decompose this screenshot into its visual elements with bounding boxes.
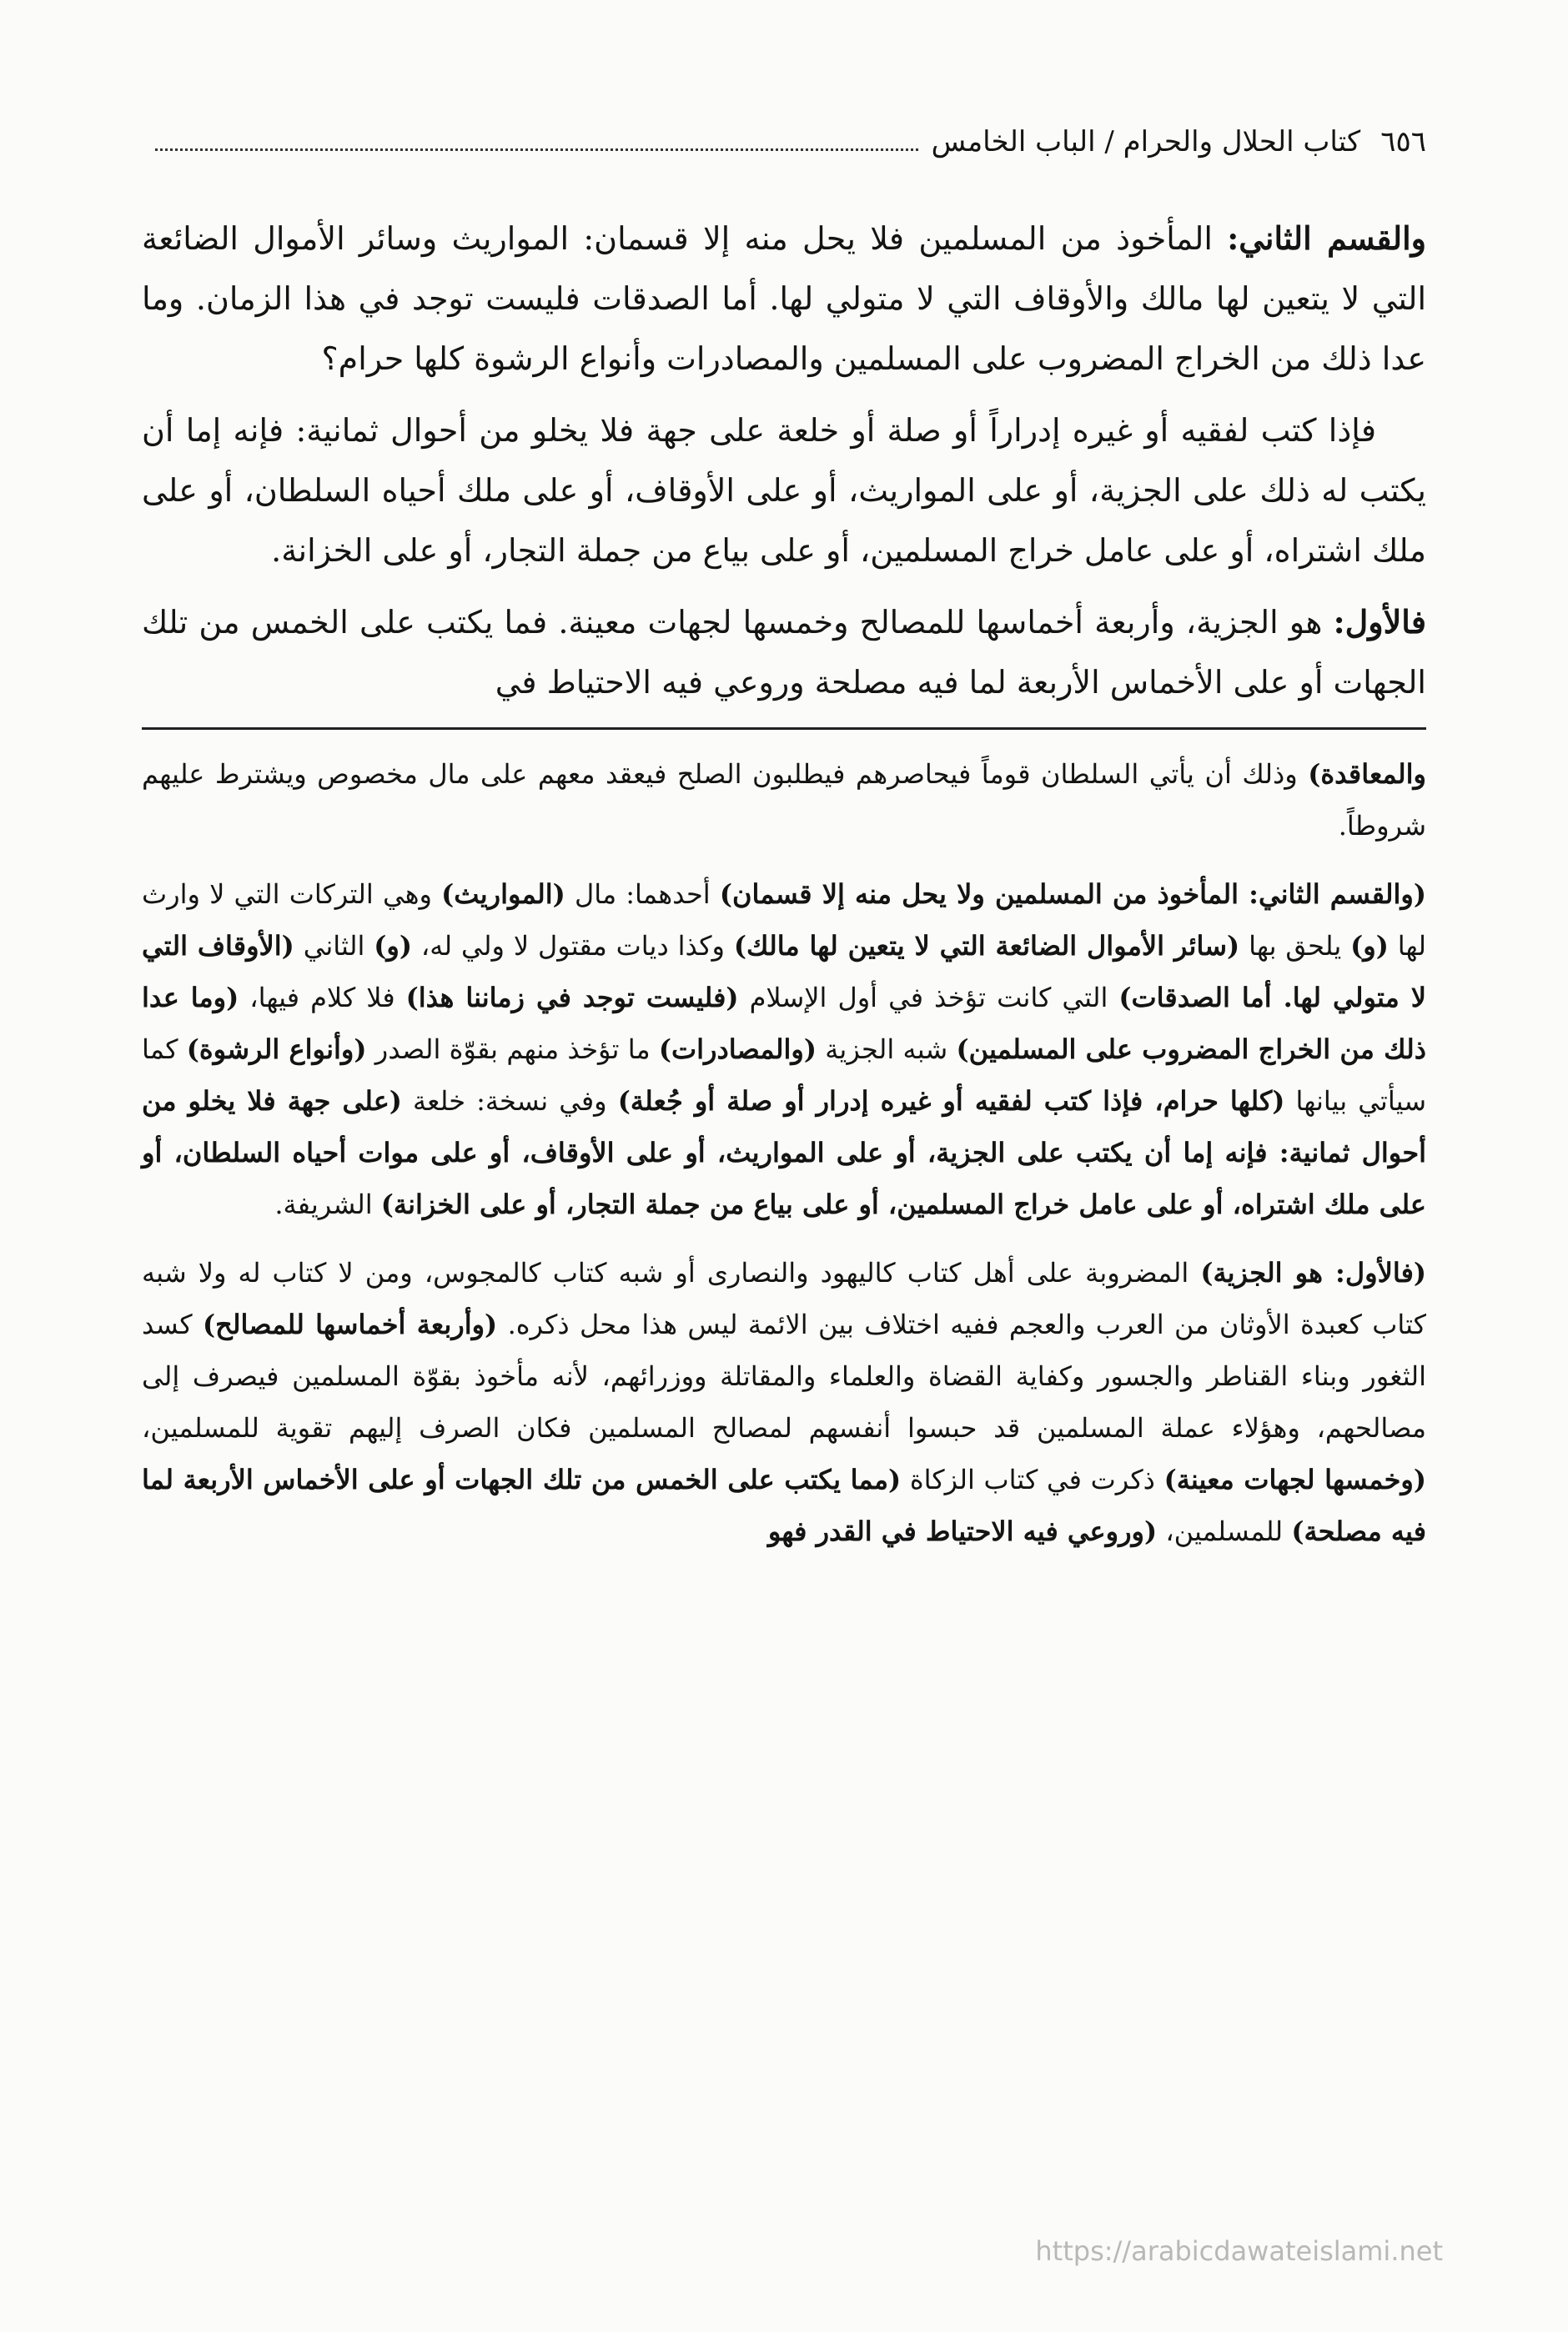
paragraph-text: المأخوذ من المسلمين فلا يحل منه إلا قسمان: المواريث وسائر الأموال الضائعة التي لا يتعين لها مالك والأوقاف التي لا متولي لها. أما الصدقات فليست توجد في هذا الزمان. وما عدا ذلك من الخراج المضروب على المسلمين والمصادرات وأنواع الرشوة كلها حرام؟	[142, 220, 1426, 377]
commentary	[142, 748, 1426, 1557]
book-page	[142, 125, 1426, 1574]
paragraph-text: فإذا كتب لفقيه أو غيره إدراراً أو صلة أو خلعة على جهة فلا يخلو من أحوال ثمانية: فإنه إما أن يكتب له ذلك على الجزية، أو على المواريث، أو على الأوقاف، أو على ملك أحياه السلطان، أو على ملك اشتراه، أو على عامل خراج المسلمين، أو على بياع من جملة التجار، أو على الخزانة.	[142, 412, 1426, 569]
main-paragraph	[142, 209, 1426, 389]
paragraph-text: هو الجزية، وأربعة أخماسها للمصالح وخمسها لجهات معينة. فما يكتب على الخمس من تلك الجهات أو على الأخماس الأربعة لما فيه مصلحة وروعي فيه الاحتياط في	[142, 604, 1426, 701]
watermark-url: https://arabicdawateislami.net	[1035, 2235, 1443, 2267]
paragraph-lead: فالأول:	[1333, 603, 1426, 641]
running-header	[142, 125, 1426, 175]
main-text	[142, 209, 1426, 712]
header-dot-leader	[155, 130, 918, 151]
running-title: كتاب الحلال والحرام / الباب الخامس	[931, 125, 1361, 158]
commentary-paragraph: (فالأول: هو الجزية) المضروبة على أهل كتاب كاليهود والنصارى أو شبه كتاب كالمجوس، ومن لا كتاب له ولا شبه كتاب كعبدة الأوثان من العرب والعجم ففيه اختلاف بين الائمة ليس هذا محل ذكره. (وأربعة أخماسها للمصالح) كسد الثغور وبناء القناطر والجسور وكفاية القضاة والعلماء والمقاتلة ووزرائهم، لأنه مأخوذ بقوّة المسلمين فيصرف إلى مصالحهم، وهؤلاء عملة المسلمين قد حبسوا أنفسهم لمصالح المسلمين فكان الصرف إليهم تقوية للمسلمين، (وخمسها لجهات معينة) ذكرت في كتاب الزكاة (مما يكتب على الخمس من تلك الجهات أو على الأخماس الأربعة لما فيه مصلحة) للمسلمين، (وروعي فيه الاحتياط في القدر فهو	[142, 1257, 1427, 1547]
page-number: ٦٥٦	[1380, 125, 1426, 158]
footnote-divider	[142, 727, 1426, 730]
commentary-paragraph: والمعاقدة) وذلك أن يأتي السلطان قوماً فيحاصرهم فيطلبون الصلح فيعقد معهم على مال مخصوص ويشترط عليهم شروطاً.	[142, 758, 1426, 842]
main-paragraph	[142, 592, 1426, 712]
commentary-paragraph: (والقسم الثاني: المأخوذ من المسلمين ولا يحل منه إلا قسمان) أحدهما: مال (المواريث) وهي التركات التي لا وارث لها (و) يلحق بها (سائر الأموال الضائعة التي لا يتعين لها مالك) وكذا ديات مقتول لا ولي له، (و) الثاني (الأوقاف التي لا متولي لها. أما الصدقات) التي كانت تؤخذ في أول الإسلام (فليست توجد في زماننا هذا) فلا كلام فيها، (وما عدا ذلك من الخراج المضروب على المسلمين) شبه الجزية (والمصادرات) ما تؤخذ منهم بقوّة الصدر (وأنواع الرشوة) كما سيأتي بيانها (كلها حرام، فإذا كتب لفقيه أو غيره إدرار أو صلة أو جُعلة) وفي نسخة: خلعة (على جهة فلا يخلو من أحوال ثمانية: فإنه إما أن يكتب على الجزية، أو على المواريث، أو على الأوقاف، أو على موات أحياه السلطان، أو على ملك اشتراه، أو على عامل خراج المسلمين، أو على بياع من جملة التجار، أو على الخزانة) الشريفة.	[142, 878, 1427, 1220]
main-paragraph	[142, 400, 1426, 580]
paragraph-lead: والقسم الثاني:	[1227, 219, 1426, 257]
